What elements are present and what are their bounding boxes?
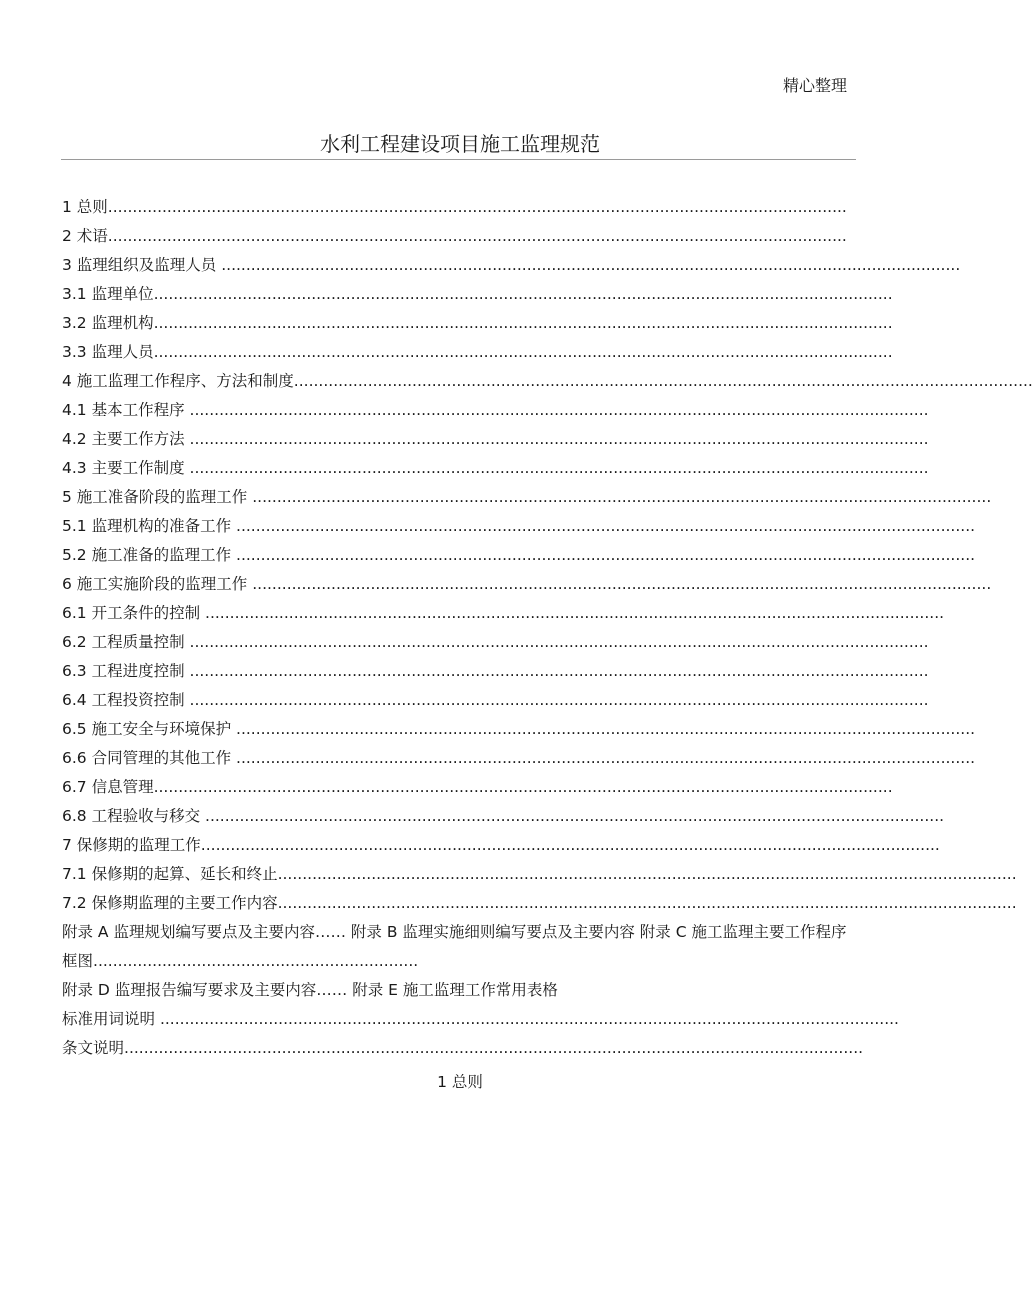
toc-dot-leader: ...................................................................................................................................................... (189, 662, 929, 680)
toc-entry[interactable] (62, 222, 847, 251)
toc-dot-leader: ...................................................................................................................................................... (205, 604, 945, 622)
toc-dot-leader: ...................................................................................................................................................... (153, 343, 893, 361)
toc-entry-label: 2 术语 (62, 227, 108, 245)
toc-entry[interactable] (62, 280, 893, 309)
toc-entry-label: 6 施工实施阶段的监理工作 (62, 575, 253, 593)
toc-entry-label: 4.2 主要工作方法 (62, 430, 190, 448)
toc-entry-appendix-d-e[interactable] (62, 976, 862, 1005)
toc-entry[interactable] (62, 541, 976, 570)
toc-entry-label: 4 施工监理工作程序、方法和制度 (62, 372, 294, 390)
toc-entry[interactable] (62, 802, 945, 831)
toc-entry-label: 3.2 监理机构 (62, 314, 154, 332)
toc-entry-label: 5.1 监理机构的准备工作 (62, 517, 237, 535)
toc-dot-leader: ...................................................................................................................................................... (189, 430, 929, 448)
toc-entry-label: 7.1 保修期的起算、延长和终止 (62, 865, 278, 883)
toc-entry-label: 3.1 监理单位 (62, 285, 154, 303)
page-title: 水利工程建设项目施工监理规范 (320, 132, 600, 156)
toc-dot-leader: ...................................................................................................................................................... (189, 459, 929, 477)
toc-entry-label: 附录 D 监理报告编写要求及主要内容…… 附录 E 施工监理工作常用表格 (62, 981, 558, 999)
toc-entry[interactable] (62, 367, 1033, 396)
toc-dot-leader: ...................................................................................................................................................... (277, 894, 1017, 912)
toc-entry[interactable] (62, 831, 940, 860)
toc-dot-leader: ...................................................................................................................................................... (293, 372, 1033, 390)
toc-entry[interactable] (62, 193, 847, 222)
toc-entry-label: 5 施工准备阶段的监理工作 (62, 488, 253, 506)
toc-dot-leader: ...................................................................................................................................................... (124, 1039, 864, 1057)
toc-entry[interactable] (62, 454, 929, 483)
toc-entry[interactable] (62, 1034, 864, 1063)
toc-entry[interactable] (62, 1005, 899, 1034)
toc-entry[interactable] (62, 570, 992, 599)
toc-entry-label: 6.4 工程投资控制 (62, 691, 190, 709)
toc-dot-leader: ...................................................................................................................................................... (236, 720, 976, 738)
toc-entry[interactable] (62, 744, 976, 773)
toc-dot-leader: ...................................................................................................................................................... (252, 488, 992, 506)
toc-entry[interactable] (62, 309, 893, 338)
toc-entry-label: 6.6 合同管理的其他工作 (62, 749, 237, 767)
toc-entry[interactable] (62, 715, 976, 744)
toc-entry-label: 6.7 信息管理 (62, 778, 154, 796)
toc-entry-label: 6.1 开工条件的控制 (62, 604, 206, 622)
toc-dot-leader: ...................................................................................................................................................... (153, 314, 893, 332)
toc-entry[interactable] (62, 338, 893, 367)
toc-entry-label: 6.5 施工安全与环境保护 (62, 720, 237, 738)
toc-dot-leader: ...................................................................................................................................................... (189, 691, 929, 709)
toc-entry-label: 3 监理组织及监理人员 (62, 256, 222, 274)
toc-entry-label: 6.3 工程进度控制 (62, 662, 190, 680)
toc-entry-label: 4.3 主要工作制度 (62, 459, 190, 477)
toc-dot-leader: ...................................................................................................................................................... (189, 401, 929, 419)
toc-entry[interactable] (62, 425, 929, 454)
toc-dot-leader: ...................................................................................................................................................... (252, 575, 992, 593)
toc-entry-label: 1 总则 (62, 198, 108, 216)
toc-entry[interactable] (62, 773, 893, 802)
toc-entry[interactable] (62, 512, 976, 541)
toc-entry[interactable] (62, 483, 992, 512)
toc-entry[interactable] (62, 396, 929, 425)
table-of-contents (62, 193, 1033, 1063)
toc-dot-leader: ...................................................................................................................................................... (277, 865, 1017, 883)
toc-entry-label: 6.8 工程验收与移交 (62, 807, 206, 825)
toc-entry-label: 标准用词说明 (62, 1010, 160, 1028)
toc-dot-leader: ...................................................................................................................................................... (189, 633, 929, 651)
toc-entry[interactable] (62, 889, 1017, 918)
toc-entry-label: 5.2 施工准备的监理工作 (62, 546, 237, 564)
section-heading: 1 总则 (437, 1073, 483, 1091)
toc-dot-leader: ...................................................................................................................................................... (236, 749, 976, 767)
toc-dot-leader: ...................................................................................................................................................... (236, 517, 976, 535)
toc-entry[interactable] (62, 628, 929, 657)
toc-dot-leader: ...................................................................................................................................................... (200, 836, 940, 854)
toc-entry[interactable] (62, 686, 929, 715)
toc-entry[interactable] (62, 657, 929, 686)
toc-dot-leader: ...................................................................................................................................................... (221, 256, 961, 274)
toc-dot-leader: ...................................................................................................................................................... (107, 198, 847, 216)
toc-entry-label: 7.2 保修期监理的主要工作内容 (62, 894, 278, 912)
header-note: 精心整理 (782, 76, 847, 95)
toc-entry-label: 3.3 监理人员 (62, 343, 154, 361)
toc-dot-leader: ...................................................................................................................................................... (159, 1010, 899, 1028)
toc-entry[interactable] (62, 251, 961, 280)
toc-entry-appendix-a-b-c[interactable] (62, 918, 857, 976)
toc-dot-leader: ...................................................................................................................................................... (153, 285, 893, 303)
toc-dot-leader: ...................................................................................................................................................... (205, 807, 945, 825)
title-divider (61, 159, 856, 160)
toc-entry-label: 条文说明 (62, 1039, 125, 1057)
toc-entry-label: 附录 A 监理规划编写要点及主要内容…… 附录 B 监理实施细则编写要点及主要内容 附录 C 施工监理主要工作程序框图 (62, 923, 847, 970)
toc-entry[interactable] (62, 599, 945, 628)
toc-dot-leader: ...................................................................................................................................................... (236, 546, 976, 564)
toc-entry[interactable] (62, 860, 1017, 889)
toc-entry-label: 4.1 基本工作程序 (62, 401, 190, 419)
toc-entry-label: 7 保修期的监理工作 (62, 836, 201, 854)
toc-dot-leader: .................................................................. (93, 952, 419, 970)
toc-entry-label: 6.2 工程质量控制 (62, 633, 190, 651)
toc-dot-leader: ...................................................................................................................................................... (153, 778, 893, 796)
toc-dot-leader: ...................................................................................................................................................... (107, 227, 847, 245)
